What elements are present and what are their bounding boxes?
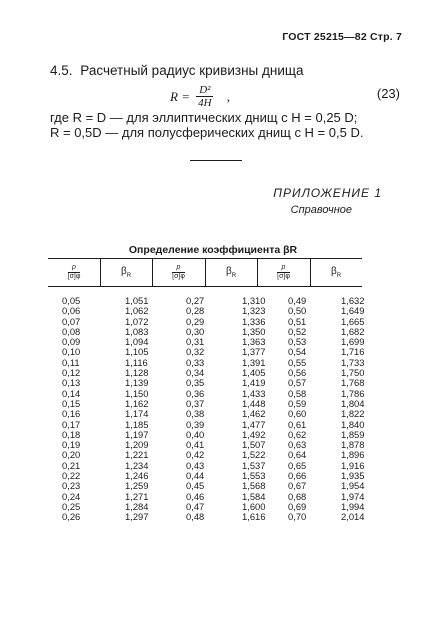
table-cell: 1,094 (125, 336, 149, 348)
table-cell: 0,43 (186, 459, 205, 471)
section-divider (190, 160, 242, 161)
table-cell: 0,53 (288, 336, 307, 348)
table-cell: 1,974 (341, 490, 365, 502)
table-cell: 0,48 (186, 511, 205, 523)
table-cell: 2,014 (341, 511, 365, 523)
table-cell: 1,716 (341, 346, 365, 358)
header-beta-r: $\beta_R$ (330, 265, 342, 279)
table-cell: 1,665 (341, 315, 365, 327)
table-cell: 0,61 (288, 418, 307, 430)
page-header: ГОСТ 25215—82 Стр. 7 (282, 31, 402, 43)
table-cell: 1,492 (242, 428, 266, 440)
table-column (62, 296, 80, 523)
table-cell: 0,57 (288, 377, 307, 389)
formula-fraction (196, 84, 213, 109)
appendix-subtitle: Справочное (290, 204, 352, 216)
table-cell: 1,822 (341, 408, 365, 420)
table-cell: 1,419 (242, 377, 266, 389)
table-cell: 1,363 (242, 336, 266, 348)
table-cell: 1,878 (341, 439, 365, 451)
table-cell: 1,448 (242, 397, 266, 409)
table-cell: 0,22 (62, 470, 81, 482)
table-cell: 1,116 (125, 356, 148, 368)
formula-comma: , (226, 88, 230, 104)
table-cell: 1,840 (341, 418, 365, 430)
table-cell: 0,62 (288, 428, 307, 440)
table-cell: 0,41 (186, 439, 205, 451)
table-cell: 0,33 (186, 356, 205, 368)
table-cell: 1,584 (242, 490, 266, 502)
table-cell: 0,50 (288, 305, 307, 317)
table-column (125, 296, 148, 523)
table-cell: 1,221 (125, 449, 149, 461)
table-cell: 1,768 (341, 377, 365, 389)
table-cell: 0,49 (288, 295, 307, 306)
table-cell: 1,750 (341, 367, 365, 379)
table-cell: 0,55 (288, 356, 307, 368)
table-cell: 1,234 (125, 459, 149, 471)
table-cell: 1,699 (341, 336, 365, 348)
table-cell: 1,377 (242, 346, 266, 358)
table-cell: 0,11 (62, 356, 80, 368)
table-cell: 0,67 (288, 480, 307, 492)
table-cell: 0,51 (288, 315, 307, 327)
table-cell: 0,31 (186, 336, 205, 348)
equation-number: (23) (376, 86, 400, 101)
table-cell: 1,259 (125, 480, 149, 492)
table-cell: 1,786 (341, 387, 365, 399)
table-cell: 1,935 (341, 470, 365, 482)
table-cell: 0,19 (62, 439, 81, 451)
table-cell: 1,896 (341, 449, 365, 461)
table-cell: 1,632 (341, 295, 365, 306)
table-cell: 0,63 (288, 439, 307, 451)
section-number: 4.5. (50, 63, 73, 78)
table-cell: 1,433 (242, 387, 266, 399)
table-cell: 1,507 (242, 439, 266, 451)
table-cell: 1,916 (341, 459, 365, 471)
table-cell: 1,271 (125, 490, 149, 502)
table-cell: 1,616 (242, 511, 266, 523)
formula-denominator: 4H (198, 97, 212, 109)
table-cell: 0,21 (62, 459, 81, 471)
table-cell: 0,40 (186, 428, 205, 440)
table-cell: 1,062 (125, 305, 149, 317)
where-line-elliptical: где R = D — для эллиптических днищ с H = 0,25 D; (50, 110, 358, 125)
where-line-hemispherical: R = 0,5D — для полусферических днищ с H = 0,5 D. (50, 125, 364, 140)
table-cell: 1,477 (242, 418, 266, 430)
table-cell: 1,150 (125, 387, 149, 399)
table-cell: 0,10 (62, 346, 81, 358)
table-cell: 0,25 (62, 500, 81, 512)
table-cell: 1,162 (125, 397, 149, 409)
table-cell: 0,65 (288, 459, 307, 471)
table-cell: 1,568 (242, 480, 266, 492)
table-cell: 1,185 (125, 418, 149, 430)
table-cell: 1,733 (341, 356, 365, 368)
table-cell: 0,54 (288, 346, 307, 358)
table-cell: 0,27 (186, 295, 205, 306)
table-cell: 1,537 (242, 459, 266, 471)
table-cell: 0,59 (288, 397, 307, 409)
table-cell: 1,072 (125, 315, 149, 327)
curvature-radius-formula (170, 84, 230, 109)
formula-numerator: D² (196, 84, 213, 97)
table-cell: 0,12 (62, 367, 81, 379)
table-cell: 1,128 (125, 367, 149, 379)
table-cell: 1,284 (125, 500, 149, 512)
table-cell: 0,30 (186, 325, 205, 337)
table-cell: 1,954 (341, 480, 365, 492)
table-cell: 1,350 (242, 325, 266, 337)
table-cell: 0,36 (186, 387, 205, 399)
table-cell: 1,336 (242, 315, 266, 327)
table-cell: 0,60 (288, 408, 307, 420)
section-heading (50, 63, 303, 78)
table-cell: 0,38 (186, 408, 205, 420)
table-cell: 1,391 (242, 356, 266, 368)
table-cell: 0,47 (186, 500, 205, 512)
table-cell: 0,68 (288, 490, 307, 502)
table-cell: 0,42 (186, 449, 205, 461)
table-cell: 1,323 (242, 305, 266, 317)
table-cell: 0,26 (62, 511, 81, 523)
table-cell: 1,310 (242, 295, 266, 306)
table-cell: 0,39 (186, 418, 205, 430)
table-cell: 0,37 (186, 397, 205, 409)
table-cell: 1,105 (125, 346, 149, 358)
table-cell: 0,69 (288, 500, 307, 512)
header-beta-r: $\beta_R$ (225, 265, 237, 279)
table-cell: 0,16 (62, 408, 81, 420)
table-cell: 0,13 (62, 377, 81, 389)
table-cell: 1,804 (341, 397, 365, 409)
table-cell: 1,083 (125, 325, 149, 337)
table-cell: 0,45 (186, 480, 205, 492)
table-cell: 1,649 (341, 305, 365, 317)
table-cell: 0,15 (62, 397, 81, 409)
table-cell: 1,051 (125, 295, 149, 306)
table-cell: 0,20 (62, 449, 81, 461)
formula-lhs: R = (170, 88, 190, 104)
beta-coefficient-table (48, 258, 365, 523)
header-pressure-ratio: p [σ]φ (67, 263, 81, 280)
header-beta-r: $\beta_R$ (120, 265, 132, 279)
table-cell: 1,139 (125, 377, 149, 389)
table-cell: 1,553 (242, 470, 266, 482)
appendix-title: ПРИЛОЖЕНИЕ 1 (273, 186, 382, 200)
table-cell: 1,405 (242, 367, 266, 379)
table-cell: 0,58 (288, 387, 307, 399)
table-cell: 0,09 (62, 336, 81, 348)
table-cell: 0,29 (186, 315, 205, 327)
table-cell: 0,64 (288, 449, 307, 461)
table-column (341, 296, 364, 523)
table-cell: 1,859 (341, 428, 365, 440)
table-header-rule (48, 286, 362, 287)
table-cell: 0,14 (62, 387, 81, 399)
header-pressure-ratio: p [σ]φ (172, 263, 185, 280)
table-cell: 0,18 (62, 428, 81, 440)
table-cell: 0,06 (62, 305, 81, 317)
table-cell: 0,23 (62, 480, 81, 492)
table-cell: 0,05 (62, 295, 81, 306)
table-cell: 0,44 (186, 470, 205, 482)
table-cell: 0,35 (186, 377, 205, 389)
table-cell: 0,70 (288, 511, 307, 523)
table-cell: 1,197 (125, 428, 149, 440)
table-cell: 0,24 (62, 490, 81, 502)
table-cell: 1,600 (242, 500, 266, 512)
table-cell: 1,994 (341, 500, 365, 512)
table-cell: 0,28 (186, 305, 205, 317)
table-cell: 1,174 (125, 408, 149, 420)
table-cell: 0,08 (62, 325, 81, 337)
table-cell: 0,34 (186, 367, 205, 379)
table-column (186, 296, 204, 523)
table-cell: 0,46 (186, 490, 205, 502)
table-column (242, 296, 265, 523)
table-cell: 0,66 (288, 470, 307, 482)
header-pressure-ratio: p [σ]φ (277, 263, 290, 280)
table-caption: Определение коэффициента βR (128, 244, 298, 256)
table-cell: 1,682 (341, 325, 365, 337)
section-title: Расчетный радиус кривизны днища (80, 63, 304, 78)
table-cell: 0,17 (62, 418, 81, 430)
table-cell: 0,52 (288, 325, 307, 337)
table-cell: 0,32 (186, 346, 205, 358)
table-cell: 1,522 (242, 449, 266, 461)
table-cell: 1,462 (242, 408, 266, 420)
table-column (288, 296, 306, 523)
table-cell: 0,56 (288, 367, 307, 379)
table-cell: 1,297 (125, 511, 149, 523)
table-cell: 1,209 (125, 439, 149, 451)
table-cell: 0,07 (62, 315, 81, 327)
table-cell: 1,246 (125, 470, 149, 482)
